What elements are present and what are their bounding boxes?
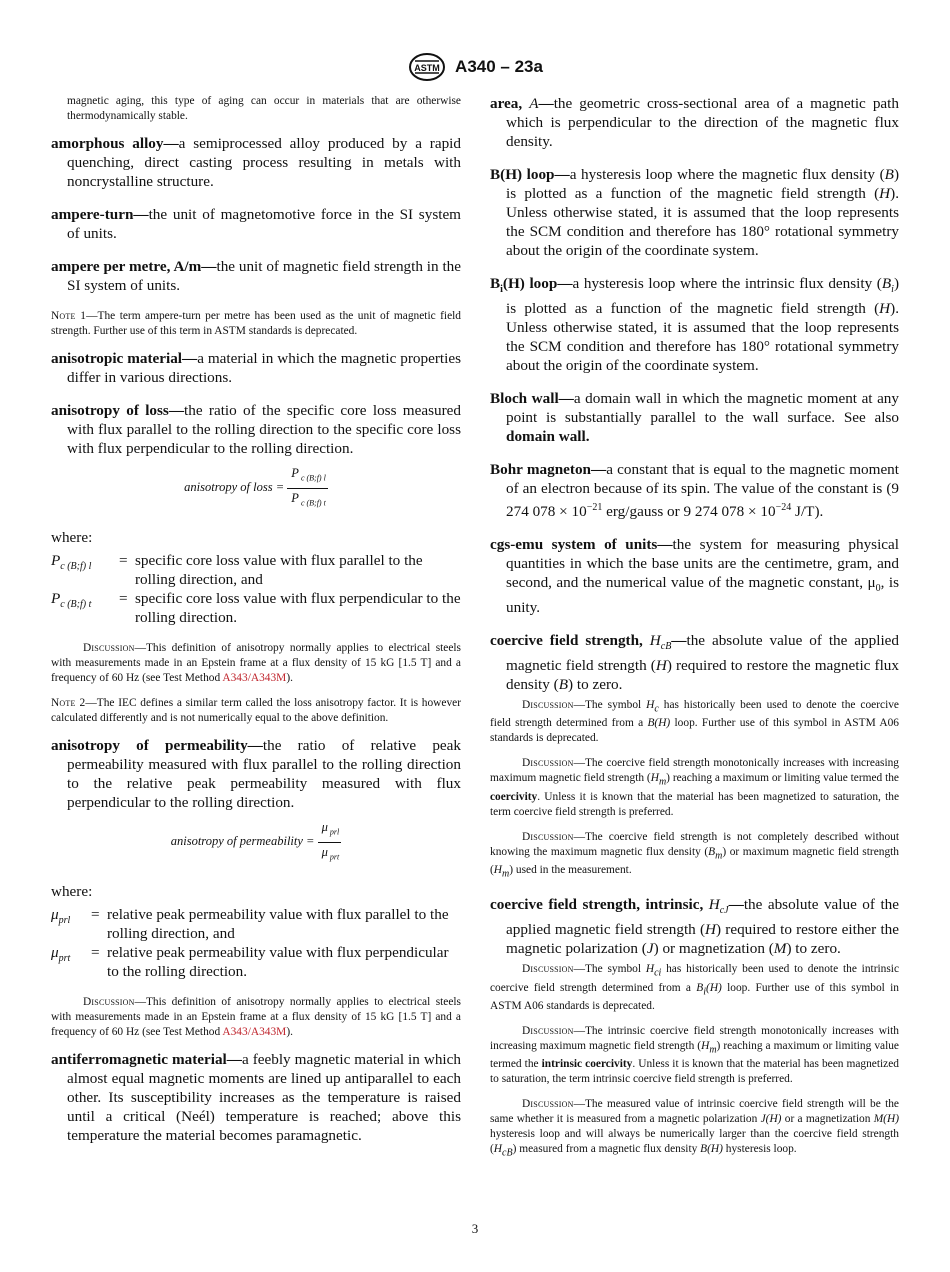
term-heading: ampere-turn—: [51, 206, 149, 223]
symbol-description: relative peak permeability value with flux parallel to the rolling direction, and: [107, 906, 449, 942]
term-antiferromagnetic-material: [51, 1050, 461, 1145]
discussion: Discussion—The intrinsic coercive field strength monotonically increases with increasing maximum magnetic field strength $(H_m)$ reaching a maximum or limiting value termed the intrinsic coercivity. Unless it is known that the material has been magnetized to saturation, the term intrinsic coercive field strength is preferred.: [490, 1024, 899, 1086]
note-text: —The term ampere-turn per metre has been used as the unit of magnetic field strength. Further use of this term in ASTM standards is deprecated.: [51, 310, 461, 337]
term-definition: a semiprocessed alloy produced by a rapid quenching, direct casting process resulting in metals with noncrystalline structure.: [67, 135, 461, 190]
term-heading: anisotropy of permeability—: [51, 737, 263, 754]
symbol-definition-row: $\mu_{prt}$ = relative peak permeability value with flux perpendicular to the rolling direction.: [51, 943, 461, 981]
note-text: —The IEC defines a similar term called the loss anisotropy factor. It is however calculated differently and is not numerically equal to the above definition.: [51, 697, 461, 724]
term-definition: the ratio of the specific core loss measured with flux parallel to the rolling direction to the specific core loss with flux perpendicular to the rolling direction.: [67, 402, 461, 457]
formula-numerator: P $_{c (B;f) l}$: [287, 464, 328, 489]
symbol-definition-row: $P_{c (B;f) l}$ = specific core loss value with flux parallel to the rolling direction, and: [51, 551, 461, 589]
term-definition: the unit of magnetomotive force in the SI system of units.: [67, 206, 461, 242]
where-label: where:: [51, 529, 93, 546]
discussion: Discussion—The symbol $H_c$ has historically been used to denote the coercive field strength determined from a B(H) loop. Further use of this symbol in ASTM A06 standards is deprecated.: [490, 699, 899, 745]
term-heading: anisotropy of loss—: [51, 402, 185, 419]
term-coercive-field-strength-intrinsic: coercive field strength, intrinsic, $H_{cJ}—the$ absolute value of the applied magnetic field strength (H) required to restore either the magnetic polarization (J) or magnetization (M) to zero.: [490, 896, 899, 958]
test-method-link[interactable]: A343/A343M: [222, 1026, 287, 1038]
formula-fraction: [287, 464, 328, 512]
formula-lhs: anisotropy of loss =: [184, 479, 285, 494]
term-ampere-turn: [51, 205, 461, 243]
symbol: $\mu_{prt}$: [51, 944, 71, 965]
symbol-definition-row: $P_{c (B;f) t}$ = specific core loss value with flux perpendicular to the rolling direction.: [51, 590, 461, 626]
term-bohr-magneton: Bohr magneton—a constant that is equal to the magnetic moment of an electron because of its spin. The value of the constant is (9 274 $078 \times 10^{-21}$ erg/gauss or 9 274 $078 \times 10^{-24}$ J/T).: [490, 461, 899, 521]
symbol-definitions: [51, 905, 461, 981]
symbol: $P_{c (B;f) l}$: [51, 552, 92, 573]
symbol-description: specific core loss value with flux parallel to the rolling direction, and: [135, 552, 423, 588]
symbol-description: relative peak permeability value with flux perpendicular to the rolling direction.: [107, 944, 449, 980]
term-anisotropy-of-loss: [51, 401, 461, 458]
discussion: Discussion—This definition of anisotropy normally applies to electrical steels with measurements made in an Epstein frame at a flux density of 15 kG [1.5 T] and a frequency of 60 Hz (see Test Method A343/A343M).: [51, 642, 461, 684]
note-label: Note 1: [51, 310, 87, 322]
left-column: [51, 94, 461, 1159]
symbol-description: specific core loss value with flux perpendicular to the rolling direction.: [135, 590, 461, 626]
discussion: Discussion—The coercive field strength is not completely described without knowing the maximum magnetic flux density $(B_m)$ or maximum magnetic field strength $(H_m)$ used in the measurement.: [490, 830, 899, 880]
note-2: [51, 696, 461, 726]
term-definition: the ratio of relative peak permeability measured with flux parallel to the rolling direction to the relative peak permeability measured with flux perpendicular to the rolling direction.: [67, 737, 461, 811]
formula-anisotropy-of-loss: [51, 464, 461, 512]
page-header: [0, 52, 950, 82]
term-heading: ampere per metre, A/m—: [51, 258, 217, 275]
term-heading: antiferromagnetic material—: [51, 1051, 242, 1068]
discussion: Discussion—The measured value of intrinsic coercive field strength will be the same whether it is measured from a magnetic polarization J(H) or a magnetization M(H) hysteresis loop and will always be numerically larger than the coercive field strength $(H_{cB})$ measured from a magnetic flux density B(H) hysteresis loop.: [490, 1098, 899, 1159]
term-anisotropic-material: [51, 349, 461, 387]
term-cgs-emu-system: cgs-emu system of units—the system for measuring physical quantities in which the base units are the centimetre, gram, and second, and the numerical value of the magnetic constant, $\mu_0$, is unity.: [490, 536, 899, 617]
symbol: $P_{c (B;f) t}$: [51, 590, 92, 611]
note-1: [51, 309, 461, 339]
term-coercive-field-strength: coercive field strength, $H_{cB}—the$ absolute value of the applied magnetic field strength (H) required to restore the magnetic flux density (B) to zero.: [490, 632, 899, 694]
term-area: area, A—the geometric cross-sectional area of a magnetic path which is perpendicular to the direction of the magnetic flux density.: [490, 95, 899, 150]
term-definition: the unit of magnetic field strength in the SI system of units.: [67, 258, 461, 294]
formula-numerator: μ $_{prl}$: [318, 818, 342, 843]
discussion: Discussion—This definition of anisotropy normally applies to electrical steels with measurements made in an Epstein frame at a flux density of 15 kG [1.5 T] and a frequency of 60 Hz (see Test Method A343/A343M).: [51, 996, 461, 1038]
formula-fraction: [318, 818, 342, 866]
term-bloch-wall: Bloch wall—a domain wall in which the magnetic moment at any point is substantially parallel to the wall surface. See also domain wall.: [490, 390, 899, 446]
term-heading: anisotropic material—: [51, 350, 198, 367]
term-definition: a feebly magnetic material in which almost equal magnetic moments are lined up antiparallel to each other. Its susceptibility increases as the temperature is raised until a critical (Neél) temperature is reached; above this temperature the material becomes paramagnetic.: [67, 1051, 461, 1144]
formula-denominator: μ $_{prt}$: [321, 844, 340, 861]
symbol-definition-row: $\mu_{prl}$ = relative peak permeability value with flux parallel to the rolling direction, and: [51, 905, 461, 943]
where-label: where:: [51, 883, 93, 900]
formula-denominator: P $_{c (B;f) t}$: [291, 490, 326, 507]
formula-lhs: anisotropy of permeability =: [170, 833, 315, 848]
discussion: Discussion—The coercive field strength monotonically increases with increasing maximum magnetic field strength $(H_m)$ reaching a maximum or limiting value termed the coercivity. Unless it is known that the material has been magnetized to saturation, the term coercive field strength is preferred.: [490, 757, 899, 818]
astm-logo-icon: [407, 52, 447, 82]
term-bh-loop: B(H) loop—a hysteresis loop where the magnetic flux density (B) is plotted as a function of the magnetic field strength (H). Unless otherwise stated, it is assumed that the loop represents the SCM condition and therefore has 180° rotational symmetry about the origin of the coordinate system.: [490, 166, 899, 259]
test-method-link[interactable]: A343/A343M: [222, 672, 287, 684]
symbol: $\mu_{prl}$: [51, 906, 71, 927]
term-ampere-per-metre: [51, 257, 461, 295]
cross-reference: domain wall.: [506, 428, 590, 446]
discussion: Discussion—The symbol $H_{ci}$ has historically been used to denote the intrinsic coercive field strength determined from a $B_i(H)$ loop. Further use of this symbol in ASTM A06 standards is deprecated.: [490, 963, 900, 1012]
term-bih-loop: $B_i(H)$ loop—a hysteresis loop where the intrinsic flux density $(B_i)$ is plotted as a function of the magnetic field strength (H). Unless otherwise stated, it is assumed that the loop represents the SCM condition and therefore has 180° rotational symmetry about the origin of the coordinate system.: [490, 275, 899, 375]
term-amorphous-alloy: [51, 134, 461, 191]
symbol-definitions: [51, 551, 461, 627]
term-anisotropy-of-permeability: [51, 736, 461, 812]
svg-text:ASTM: ASTM: [414, 63, 440, 73]
document-id: A340 – 23a: [455, 57, 543, 76]
formula-anisotropy-of-permeability: [51, 818, 461, 866]
continued-text: magnetic aging, this type of aging can occur in materials that are otherwise thermodynamically stable.: [67, 95, 461, 122]
term-definition: a material in which the magnetic properties differ in various directions.: [67, 350, 461, 386]
term-heading: amorphous alloy—: [51, 135, 179, 152]
note-label: Note 2: [51, 697, 86, 709]
page-number: 3: [471, 1221, 479, 1236]
right-column: [490, 94, 899, 1170]
